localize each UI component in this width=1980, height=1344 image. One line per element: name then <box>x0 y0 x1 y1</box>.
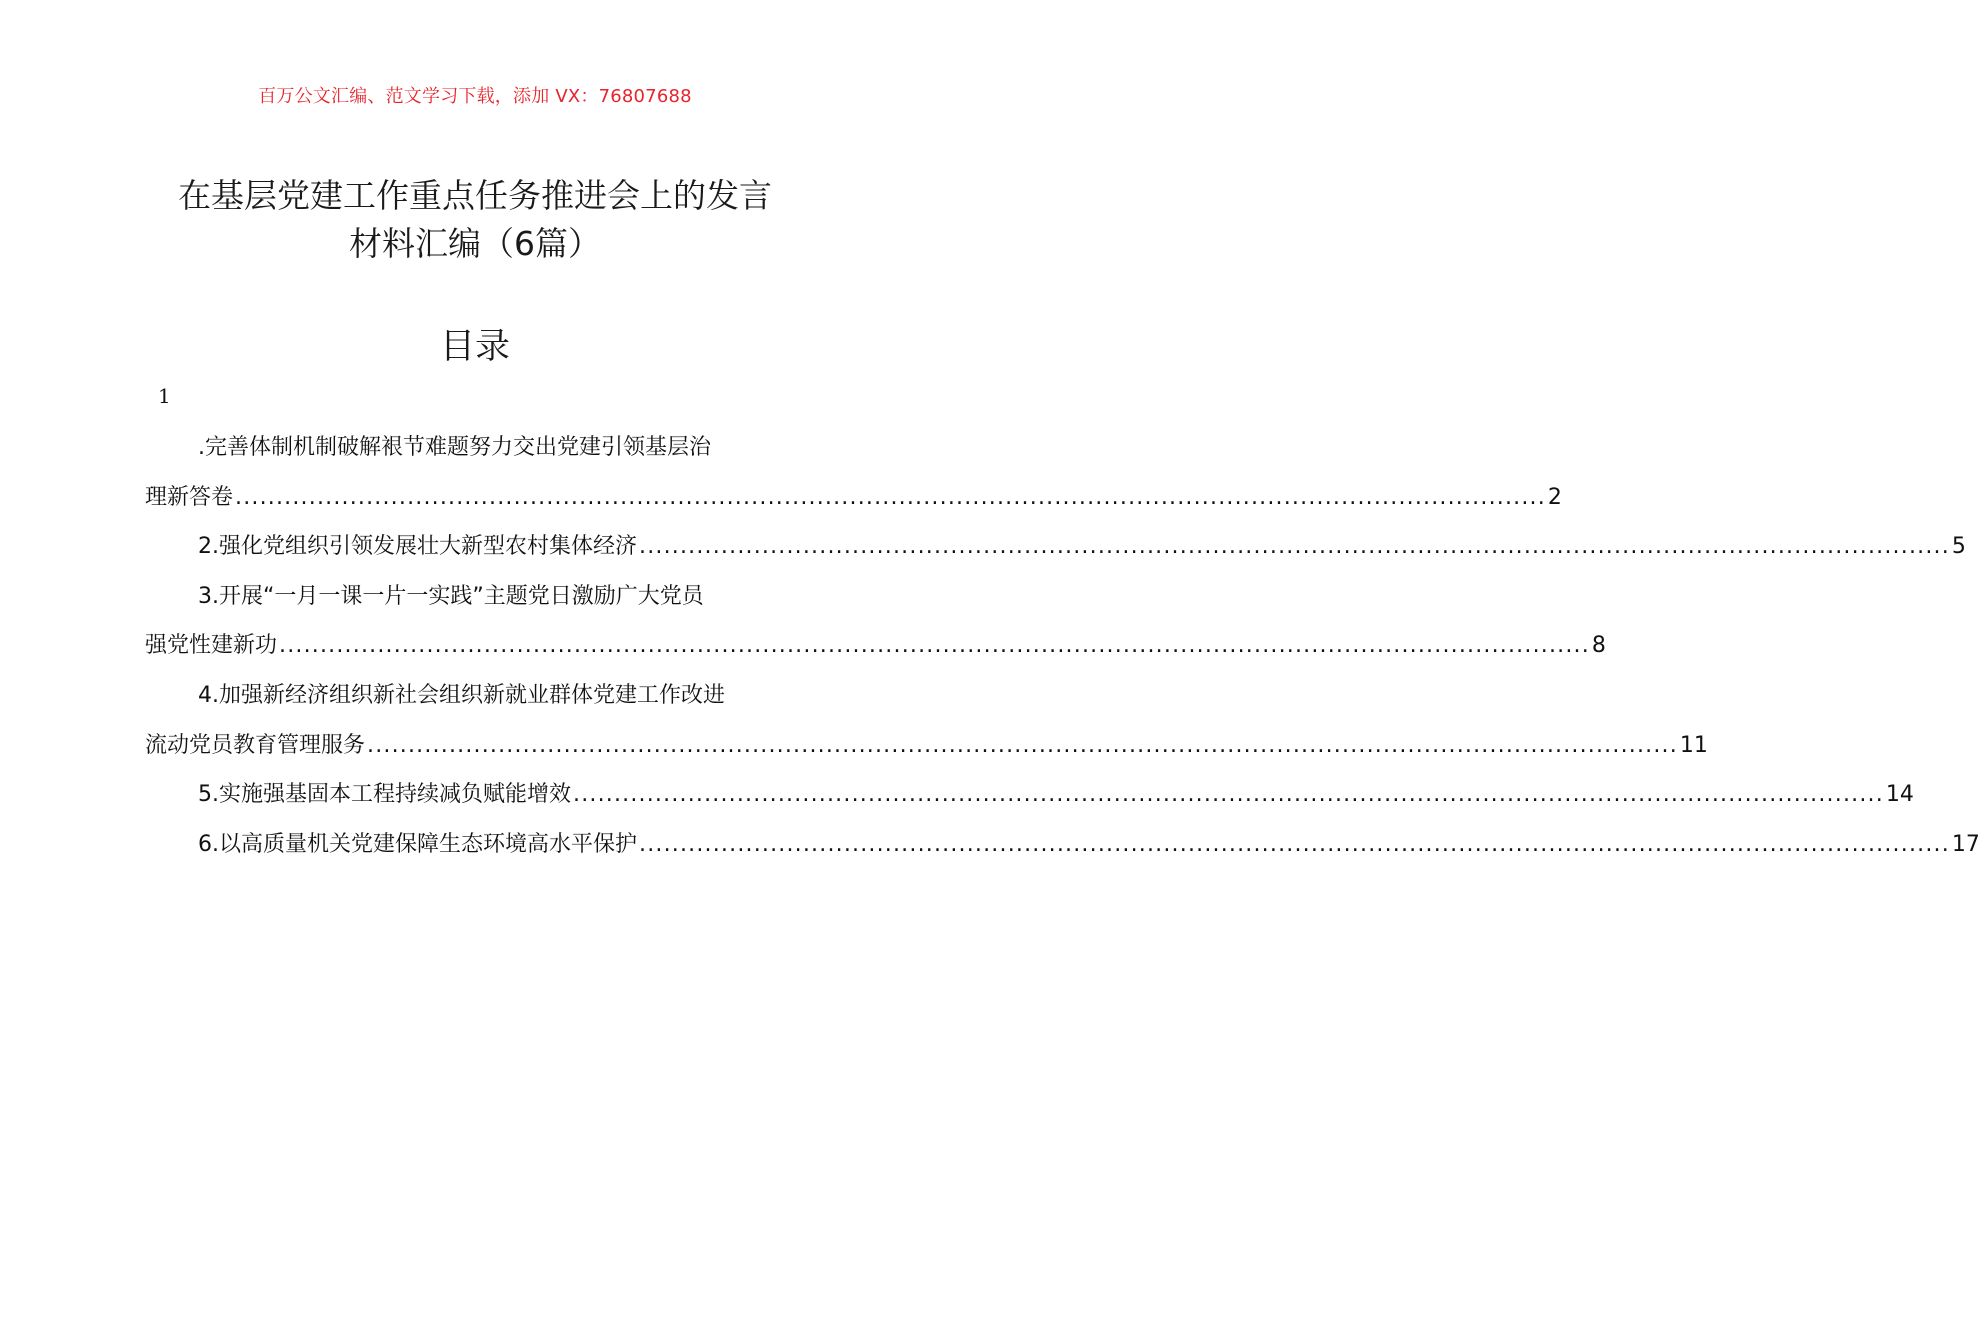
table-of-contents <box>145 423 1980 869</box>
watermark-header: 百万公文汇编、范文学习下载，添加 VX：76807688 <box>258 86 692 107</box>
title-line-2: 材料汇编（6篇） <box>349 224 601 263</box>
toc-page-number: 2 <box>1547 484 1562 510</box>
toc-entry-title: 2.强化党组织引领发展壮大新型农村集体经济 <box>198 534 637 560</box>
toc-entry-title-cont: 理新答卷 <box>145 484 234 510</box>
toc-leader-dots: ................................................................................................................................................................ <box>367 732 1678 758</box>
toc-entry-title: 5.实施强基固本工程持续减负赋能增效 <box>198 782 571 808</box>
toc-entry-title-cont: 流动党员教育管理服务 <box>145 732 366 758</box>
toc-page-number: 11 <box>1679 732 1708 758</box>
toc-page-number: 17 <box>1951 831 1980 857</box>
toc-entry-last-line <box>145 522 1966 572</box>
toc-leader-dots: ................................................................................................................................................................ <box>639 534 1950 560</box>
toc-entry-text <box>145 671 807 721</box>
toc-entry-4[interactable] <box>145 671 1708 770</box>
toc-entry-text <box>145 572 807 622</box>
toc-entry-title: 6.以高质量机关党建保障生态环境高水平保护 <box>198 831 637 857</box>
title-line-1: 在基层党建工作重点任务推进会上的发言 <box>178 176 772 215</box>
toc-leader-dots: ................................................................................................................................................................ <box>573 782 1884 808</box>
toc-page-number: 14 <box>1885 782 1914 808</box>
toc-entry-last-line <box>145 621 1606 671</box>
document-title <box>120 172 830 268</box>
toc-entry-last-line <box>145 820 1980 870</box>
toc-leader-dots: ................................................................................................................................................................ <box>639 831 1950 857</box>
toc-entry-title-cont: 强党性建新功 <box>145 633 278 659</box>
toc-heading: 目录 <box>439 327 510 367</box>
toc-entry-2[interactable] <box>145 522 1966 572</box>
toc-entry-1[interactable] <box>145 423 1562 522</box>
toc-leader-dots: ................................................................................................................................................................ <box>235 484 1546 510</box>
toc-entry-title: .完善体制机制破解裉节难题努力交出党建引领基层治 <box>198 435 711 460</box>
toc-page-number: 5 <box>1951 534 1966 560</box>
toc-entry-last-line <box>145 770 1914 820</box>
toc-entry-last-line <box>145 721 1708 771</box>
toc-entry-title: 4.加强新经济组织新社会组织新就业群体党建工作改进 <box>198 682 725 708</box>
toc-page-number: 8 <box>1591 633 1606 659</box>
toc-leader-dots: ................................................................................................................................................................ <box>279 633 1590 659</box>
toc-entry-text <box>145 423 807 473</box>
toc-entry-title: 3.开展“一月一课一片一实践”主题党日激励广大党员 <box>198 583 704 609</box>
toc-entry-6[interactable] <box>145 820 1980 870</box>
toc-entry-5[interactable] <box>145 770 1914 820</box>
toc-entry-last-line <box>145 473 1562 523</box>
toc-entry-3[interactable] <box>145 572 1606 671</box>
stray-number: 1 <box>158 384 171 408</box>
